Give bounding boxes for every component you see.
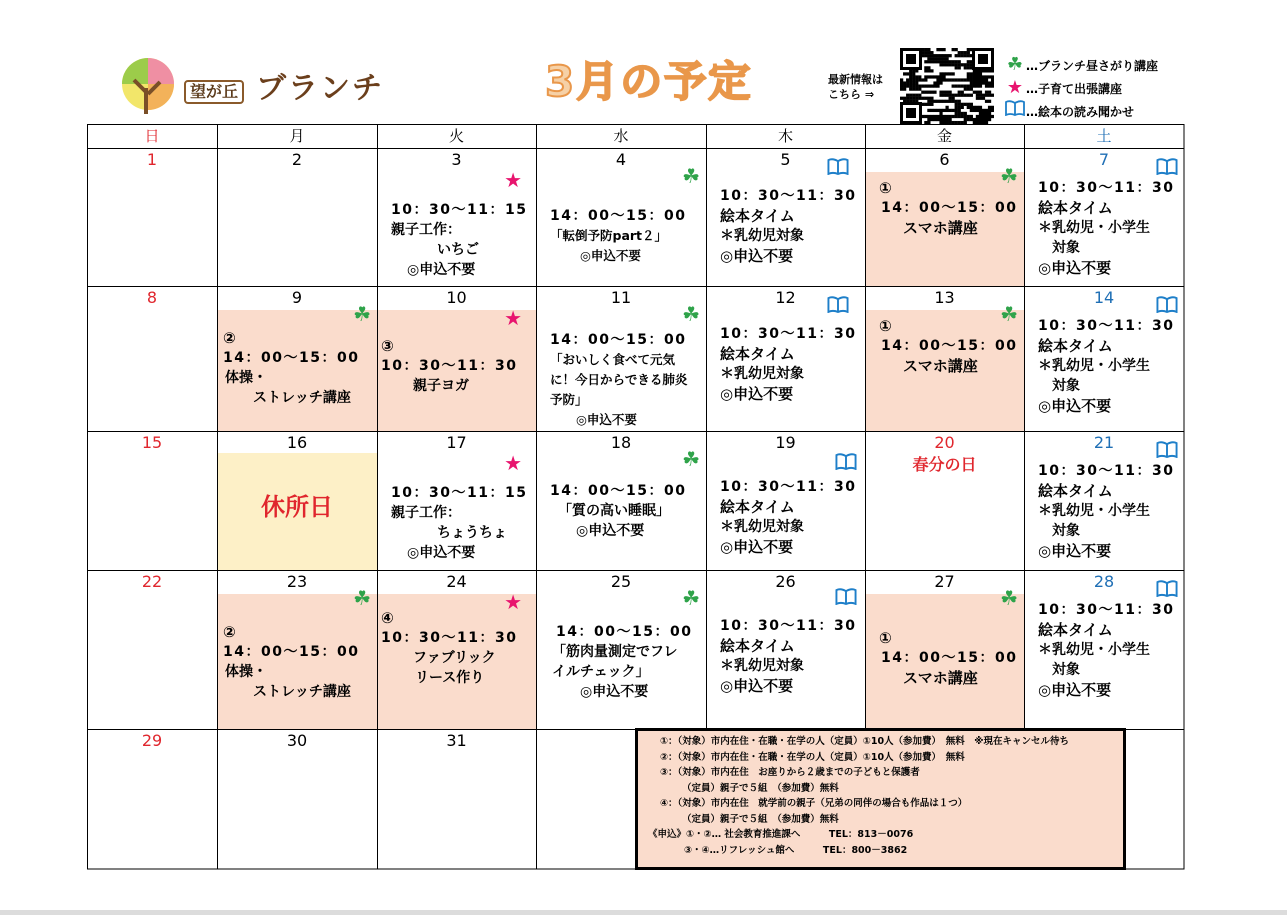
day-number: 23 xyxy=(286,572,308,591)
weekday-header: 月 xyxy=(289,127,305,145)
event-text: ② xyxy=(223,329,236,347)
day-number: 20 xyxy=(934,433,955,452)
day-cell[interactable] xyxy=(865,431,1024,570)
info-line-1: 最新情報は xyxy=(828,73,883,86)
event-text: ちょうちょ xyxy=(437,525,507,541)
day-number: 26 xyxy=(775,572,796,591)
day-cell[interactable] xyxy=(706,431,865,570)
day-number: 11 xyxy=(610,288,632,307)
event-text: 予防」 xyxy=(550,392,588,407)
event-text: いちご xyxy=(437,242,479,258)
logo-brand: ブランチ xyxy=(256,71,384,106)
event-text: 絵本タイム xyxy=(720,207,795,225)
page-title: 3月の予定 xyxy=(545,57,753,106)
day-number: 22 xyxy=(141,572,163,591)
event-text: 14：00〜15：00 xyxy=(550,483,687,499)
weekday-header: 水 xyxy=(613,127,629,145)
note-line: （定員）親子で５組 （参加費）無料 xyxy=(682,782,839,794)
day-cell[interactable] xyxy=(865,286,1024,431)
day-number: 16 xyxy=(286,433,308,452)
legend-clover-label: …ブランチ昼さがり講座 xyxy=(1026,59,1159,73)
event-text: スマホ講座 xyxy=(903,357,978,375)
event-text: 14：00〜15：00 xyxy=(550,332,687,348)
book-icon xyxy=(827,296,849,316)
day-number: 8 xyxy=(146,288,158,307)
day-number: 21 xyxy=(1093,433,1115,452)
event-text: 「おいしく食べて元気 xyxy=(550,352,676,367)
clover-icon: ☘ xyxy=(353,586,371,610)
day-cell[interactable] xyxy=(87,729,217,869)
bottom-scrollbar xyxy=(0,910,1287,915)
event-text: ＊乳幼児・小学生 xyxy=(1038,503,1150,519)
day-number: 25 xyxy=(610,572,632,591)
event-text: ② xyxy=(223,623,236,641)
legend-clover xyxy=(1004,54,1158,76)
day-number: 13 xyxy=(934,288,955,307)
event-text: 絵本タイム xyxy=(1038,199,1113,217)
day-cell[interactable] xyxy=(377,431,536,570)
event-text: ◎申込不要 xyxy=(407,545,476,561)
event-text: ファブリック xyxy=(413,650,496,666)
day-cell[interactable] xyxy=(377,148,536,286)
event-text: ◎申込不要 xyxy=(407,262,476,278)
event-text: 10：30〜11：30 xyxy=(381,630,518,646)
book-icon xyxy=(1004,100,1026,123)
event-text: ＊乳幼児対象 xyxy=(720,519,804,535)
info-line-2: こちら ⇒ xyxy=(828,88,875,101)
event-text: 対象 xyxy=(1052,240,1080,256)
logo-name: 望が丘 xyxy=(184,80,244,104)
event-text: ◎申込不要 xyxy=(1038,259,1112,277)
event-text: 「質の高い睡眠」 xyxy=(558,503,670,519)
day-number: 7 xyxy=(1098,150,1110,169)
day-number: 10 xyxy=(446,288,467,307)
star-icon: ★ xyxy=(504,590,522,614)
closed-day-label: 休所日 xyxy=(261,493,333,521)
qr-code-icon[interactable] xyxy=(900,48,994,124)
event-text: 「筋肉量測定でフレ xyxy=(552,644,678,660)
day-cell[interactable] xyxy=(536,570,706,729)
event-text: ◎申込不要 xyxy=(580,684,649,700)
event-text: 14：00〜15：00 xyxy=(550,208,687,224)
event-text: ③ xyxy=(381,337,394,355)
clover-icon: ☘ xyxy=(682,164,700,188)
day-number: 17 xyxy=(446,433,467,452)
day-cell[interactable] xyxy=(865,570,1024,729)
clover-icon: ☘ xyxy=(1000,302,1018,326)
event-text: ＊乳幼児対象 xyxy=(720,658,804,674)
day-number: 6 xyxy=(939,150,950,169)
day-number: 29 xyxy=(141,731,163,750)
event-text: スマホ講座 xyxy=(903,669,978,687)
event-text: ① xyxy=(879,629,892,647)
event-text: 10：30〜11：30 xyxy=(720,618,857,634)
event-text: 10：30〜11：30 xyxy=(1038,180,1175,196)
event-text: 絵本タイム xyxy=(720,498,795,516)
event-text: 「転倒予防part２」 xyxy=(550,228,668,243)
day-cell[interactable] xyxy=(217,148,377,286)
tree-logo-icon xyxy=(118,58,182,116)
day-number: 28 xyxy=(1093,572,1115,591)
note-line: ②：（対象）市内在住・在職・在学の人（定員）①10人（参加費） 無料 xyxy=(660,751,965,763)
clover-icon: ☘ xyxy=(1000,586,1018,610)
event-text: 14：00〜15：00 xyxy=(223,350,360,366)
day-number: 14 xyxy=(1093,288,1115,307)
event-text: 10：30〜11：30 xyxy=(720,479,857,495)
book-icon xyxy=(1156,580,1178,600)
clover-icon: ☘ xyxy=(682,302,700,326)
event-text: 絵本タイム xyxy=(1038,621,1113,639)
day-cell[interactable] xyxy=(706,570,865,729)
branch-logo xyxy=(118,58,398,116)
event-text: 10：30〜11：15 xyxy=(391,202,528,218)
clover-icon: ☘ xyxy=(353,302,371,326)
day-cell[interactable] xyxy=(377,729,536,869)
event-text: 親子工作： xyxy=(391,222,461,238)
note-line: ①：（対象）市内在住・在職・在学の人（定員）①10人（参加費） 無料 ※現在キャンセル待ち xyxy=(660,736,1070,747)
day-cell[interactable] xyxy=(536,148,706,286)
star-icon: ★ xyxy=(504,168,522,192)
note-line: ③・④…リフレッシュ館へ TEL：800－3862 xyxy=(684,844,908,856)
event-text: 対象 xyxy=(1052,662,1080,678)
day-cell[interactable] xyxy=(536,431,706,570)
book-icon xyxy=(835,453,857,473)
event-text: ストレッチ講座 xyxy=(253,390,351,406)
event-text: 絵本タイム xyxy=(1038,482,1113,500)
day-cell[interactable] xyxy=(87,431,217,570)
day-cell[interactable] xyxy=(706,148,865,286)
event-text: 10：30〜11：30 xyxy=(1038,318,1175,334)
event-text: ◎申込不要 xyxy=(1038,397,1112,415)
event-text: ◎申込不要 xyxy=(576,412,637,427)
event-text: ＊乳幼児対象 xyxy=(720,366,804,382)
day-number: 15 xyxy=(141,433,163,452)
day-number: 24 xyxy=(446,572,467,591)
event-text: 10：30〜11：30 xyxy=(1038,463,1175,479)
event-text: 10：30〜11：30 xyxy=(720,326,857,342)
day-number: 9 xyxy=(291,288,303,307)
event-text: ◎申込不要 xyxy=(576,523,645,539)
event-text: 10：30〜11：30 xyxy=(381,358,518,374)
day-cell[interactable] xyxy=(87,570,217,729)
day-number: 2 xyxy=(291,150,303,169)
note-line: ④：（対象）市内在住 就学前の親子（兄弟の同伴の場合も作品は１つ） xyxy=(660,798,968,809)
event-text: ◎申込不要 xyxy=(580,248,641,263)
day-cell[interactable] xyxy=(217,729,377,869)
event-text: ＊乳幼児・小学生 xyxy=(1038,220,1150,236)
day-cell[interactable] xyxy=(865,148,1024,286)
day-number: 12 xyxy=(775,288,796,307)
book-icon xyxy=(835,588,857,608)
day-number: 5 xyxy=(780,150,791,169)
day-cell[interactable] xyxy=(87,286,217,431)
event-text: ◎申込不要 xyxy=(1038,542,1112,560)
day-number: 3 xyxy=(451,150,462,169)
event-text: 10：30〜11：30 xyxy=(1038,602,1175,618)
event-text: イルチェック」 xyxy=(552,664,650,680)
book-icon xyxy=(1156,158,1178,178)
note-line: ③：（対象）市内在住 お座りから２歳までの子どもと保護者 xyxy=(660,767,920,778)
event-text: 10：30〜11：30 xyxy=(720,188,857,204)
legend-book-label: …絵本の読み聞かせ xyxy=(1026,105,1135,119)
clover-icon: ☘ xyxy=(682,447,700,471)
holiday-label: 春分の日 xyxy=(912,455,977,474)
day-cell[interactable] xyxy=(217,431,377,570)
event-text: ◎申込不要 xyxy=(1038,681,1112,699)
legend-star xyxy=(1004,77,1122,99)
day-number: 1 xyxy=(146,150,158,169)
day-cell[interactable] xyxy=(536,286,706,431)
clover-icon: ☘ xyxy=(682,586,700,610)
event-text: 14：00〜15：00 xyxy=(881,338,1018,354)
event-text: 親子ヨガ xyxy=(413,378,469,394)
day-cell[interactable] xyxy=(217,570,377,729)
book-icon xyxy=(1156,296,1178,316)
weekday-header: 木 xyxy=(777,127,793,145)
day-number: 18 xyxy=(610,433,632,452)
event-text: ① xyxy=(879,317,892,335)
event-text: ＊乳幼児・小学生 xyxy=(1038,358,1150,374)
event-text: 絵本タイム xyxy=(1038,337,1113,355)
event-text: ストレッチ講座 xyxy=(253,684,351,700)
event-text: 10：30〜11：15 xyxy=(391,485,528,501)
event-text: ＊乳幼児対象 xyxy=(720,228,804,244)
event-text: 14：00〜15：00 xyxy=(223,644,360,660)
event-text: 14：00〜15：00 xyxy=(881,200,1018,216)
event-text: スマホ講座 xyxy=(903,219,978,237)
day-number: 30 xyxy=(286,731,308,750)
star-icon: ★ xyxy=(1006,77,1024,98)
day-number: 19 xyxy=(775,433,796,452)
event-text: ＊乳幼児・小学生 xyxy=(1038,642,1150,658)
event-text: 絵本タイム xyxy=(720,345,795,363)
weekday-header: 土 xyxy=(1096,127,1112,145)
day-cell[interactable] xyxy=(1024,431,1184,570)
day-number: 4 xyxy=(615,150,627,169)
star-icon: ★ xyxy=(504,451,522,475)
info-label xyxy=(828,72,883,102)
day-cell[interactable] xyxy=(1024,286,1184,431)
note-line: （定員）親子で５組 （参加費）無料 xyxy=(682,813,839,825)
clover-icon: ☘ xyxy=(1006,54,1024,75)
book-icon xyxy=(1156,441,1178,461)
star-icon: ★ xyxy=(504,306,522,330)
event-text: 体操・ xyxy=(225,664,267,680)
day-cell[interactable] xyxy=(217,286,377,431)
day-number: 31 xyxy=(446,731,467,750)
weekday-header: 金 xyxy=(936,127,952,145)
note-line: 《申込》①・②… 社会教育推進課へ TEL：813－0076 xyxy=(648,829,914,840)
event-text: に！今日からできる肺炎 xyxy=(550,372,688,387)
day-cell[interactable] xyxy=(87,148,217,286)
weekday-header: 日 xyxy=(144,127,160,145)
event-text: 14：00〜15：00 xyxy=(556,624,693,640)
event-text: 対象 xyxy=(1052,378,1080,394)
book-icon xyxy=(827,158,849,178)
event-text: 親子工作： xyxy=(391,505,461,521)
clover-icon: ☘ xyxy=(1000,164,1018,188)
event-text: リース作り xyxy=(415,670,485,686)
day-cell[interactable] xyxy=(377,570,536,729)
event-text: 体操・ xyxy=(225,370,267,386)
notes-box xyxy=(635,728,1126,870)
event-text: ◎申込不要 xyxy=(720,385,794,403)
weekday-header: 火 xyxy=(448,127,464,145)
day-number: 27 xyxy=(934,572,955,591)
day-cell[interactable] xyxy=(377,286,536,431)
event-text: ◎申込不要 xyxy=(720,247,794,265)
event-text: 絵本タイム xyxy=(720,637,795,655)
event-text: ④ xyxy=(381,609,394,627)
legend-book xyxy=(1004,100,1134,122)
event-text: ◎申込不要 xyxy=(720,538,794,556)
day-cell[interactable] xyxy=(1024,148,1184,286)
event-text: ① xyxy=(879,179,892,197)
event-text: 14：00〜15：00 xyxy=(881,650,1018,666)
event-text: 対象 xyxy=(1052,523,1080,539)
day-cell[interactable] xyxy=(1024,570,1184,729)
day-cell[interactable] xyxy=(706,286,865,431)
legend-star-label: …子育て出張講座 xyxy=(1026,82,1123,96)
event-text: ◎申込不要 xyxy=(720,677,794,695)
